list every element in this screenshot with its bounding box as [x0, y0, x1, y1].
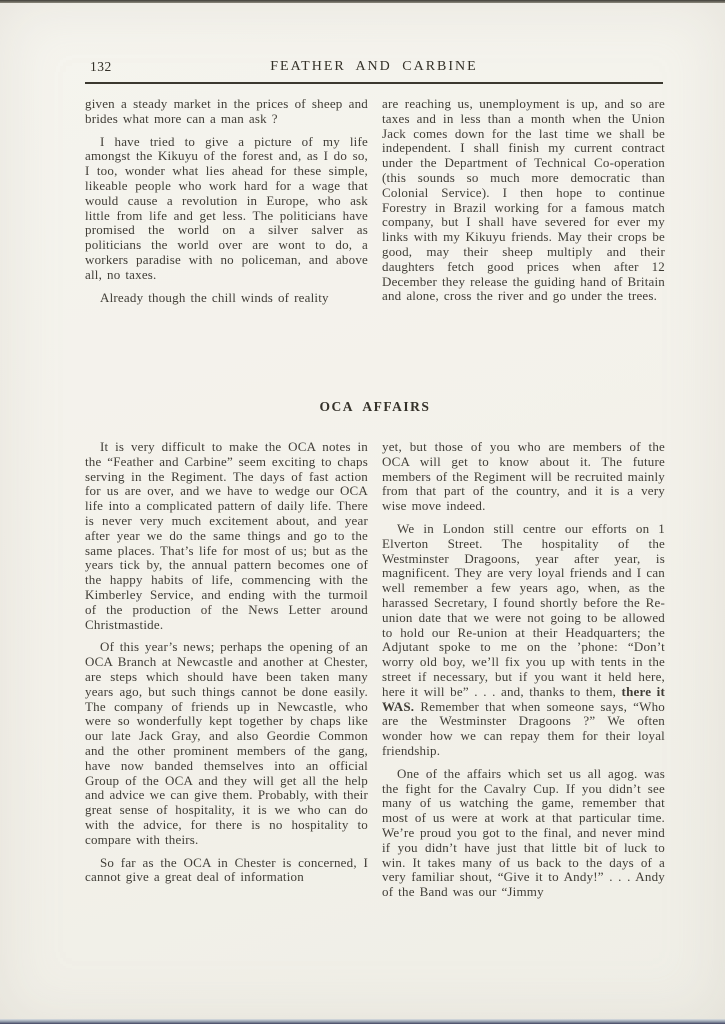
page-header	[85, 59, 663, 84]
section-heading: OCA AFFAIRS	[319, 399, 431, 414]
running-title: FEATHER AND CARBINE	[270, 59, 478, 74]
paragraph: So far as the OCA in Chester is concerned, I cannot give a great deal of information	[85, 854, 368, 885]
bold-text: there it WAS.	[382, 683, 665, 714]
paragraph: yet, but those of you who are members of the OCA will get to know about it. The future members of the Regiment will be recruited mainly from that part of the country, and it is a very wise move indeed.	[382, 439, 665, 514]
intro-right-column	[382, 97, 665, 313]
paragraph: Already though the chill winds of reality	[100, 289, 329, 305]
paragraph: One of the affairs which set us all agog. was the fight for the Cavalry Cup. If you didn’t see many of us watching the game, remember that most of us were at work at that particular time. We’re proud you got to the final, and never mind if you didn’t have just that little bit of luck to win. It takes many of us back to the days of a very familiar shout, “Give it to Andy!” . . . Andy of the Band was our “Jimmy	[382, 765, 665, 900]
oca-section	[85, 440, 665, 908]
oca-right-column	[382, 440, 665, 908]
paragraph	[382, 522, 665, 759]
scan-edge-bottom	[0, 1019, 725, 1024]
page-number: 132	[90, 59, 112, 74]
paragraph-segment: We in London still centre our efforts on 1 Elverton Street. The hospitality of the Westminster Dragoons, year after year, is magnificent. They are very loyal friends and I can well remember a few years ago, when, as the harassed Secretary, I found shortly before the Re-union date that we were not going to be allowed to hold our Re-union at their Headquarters; the Adjutant spoke to me on the ’phone: “Don’t worry old boy, we’ll fix you up with tents in the street if necessary, but if you want it held here, here it will be” . . . and, thanks to them,	[382, 520, 665, 699]
paragraph: It is very difficult to make the OCA notes in the “Feather and Carbine” seem exciting to chaps serving in the Regiment. The days of fast action for us are over, and we have to wedge our OCA life into a complicated pattern of daily life. There is never very much excitement about, and year after year we do the same things and go to the same places. That’s life for most of us; but as the years tick by, the annual pattern becomes one of the happy habits of life, commencing with the Kimberley Service, and ending with the turmoil of the production of the News Letter around Christmastide.	[85, 439, 368, 632]
paragraph-segment: Remember that when someone says, “Who are the Westminster Dragoons ?” We often wonder how we can repay them for their loyal friendship.	[382, 698, 665, 758]
oca-left-column	[85, 440, 368, 908]
scan-edge-top	[0, 0, 725, 3]
paragraph: Of this year’s news; perhaps the opening of an OCA Branch at Newcastle and another at Chester, are steps which should have been taken many years ago, but such things cannot be done easily. The company of friends up in Newcastle, who were so wonderfully kept together by chaps like our late Jack Gray, and also Geordie Common and the other prominent members of the gang, have now banded themselves into an official Group of the OCA and they will get all the help and advice we can give them. Probably, with their great sense of hospitality, it is we who can do with the advice, for there is no hospitality to compare with theirs.	[85, 639, 368, 847]
intro-left-column	[85, 97, 368, 313]
paragraph: are reaching us, unemployment is up, and so are taxes and in less than a month when the Union Jack comes down for the last time we shall be independent. I shall finish my current contract under the Department of Technical Co-operation (this sounds so much more democratic than Colonial Service). I then hope to continue Forestry in Brazil working for a famous match company, but I shall have severed for ever my links with my Kikuyu friends. May their crops be good, may their sheep multiply and their daughters fetch good prices when after 12 December they release the guiding hand of Britain and alone, cross the river and go under the trees.	[382, 96, 665, 304]
paragraph: given a steady market in the prices of sheep and brides what more can a man ask ?	[85, 96, 368, 126]
paragraph: I have tried to give a picture of my life amongst the Kikuyu of the forest and, as I do so, I too, wonder what lies ahead for these simple, likeable people who work hard for a wage that would cause a revolution in Europe, who ask little from life and get less. The politicians have promised the world on a silver salver as politicians the world over are wont to do, a workers paradise with no policeman, and above all, no taxes.	[85, 133, 368, 282]
intro-section	[85, 97, 665, 313]
